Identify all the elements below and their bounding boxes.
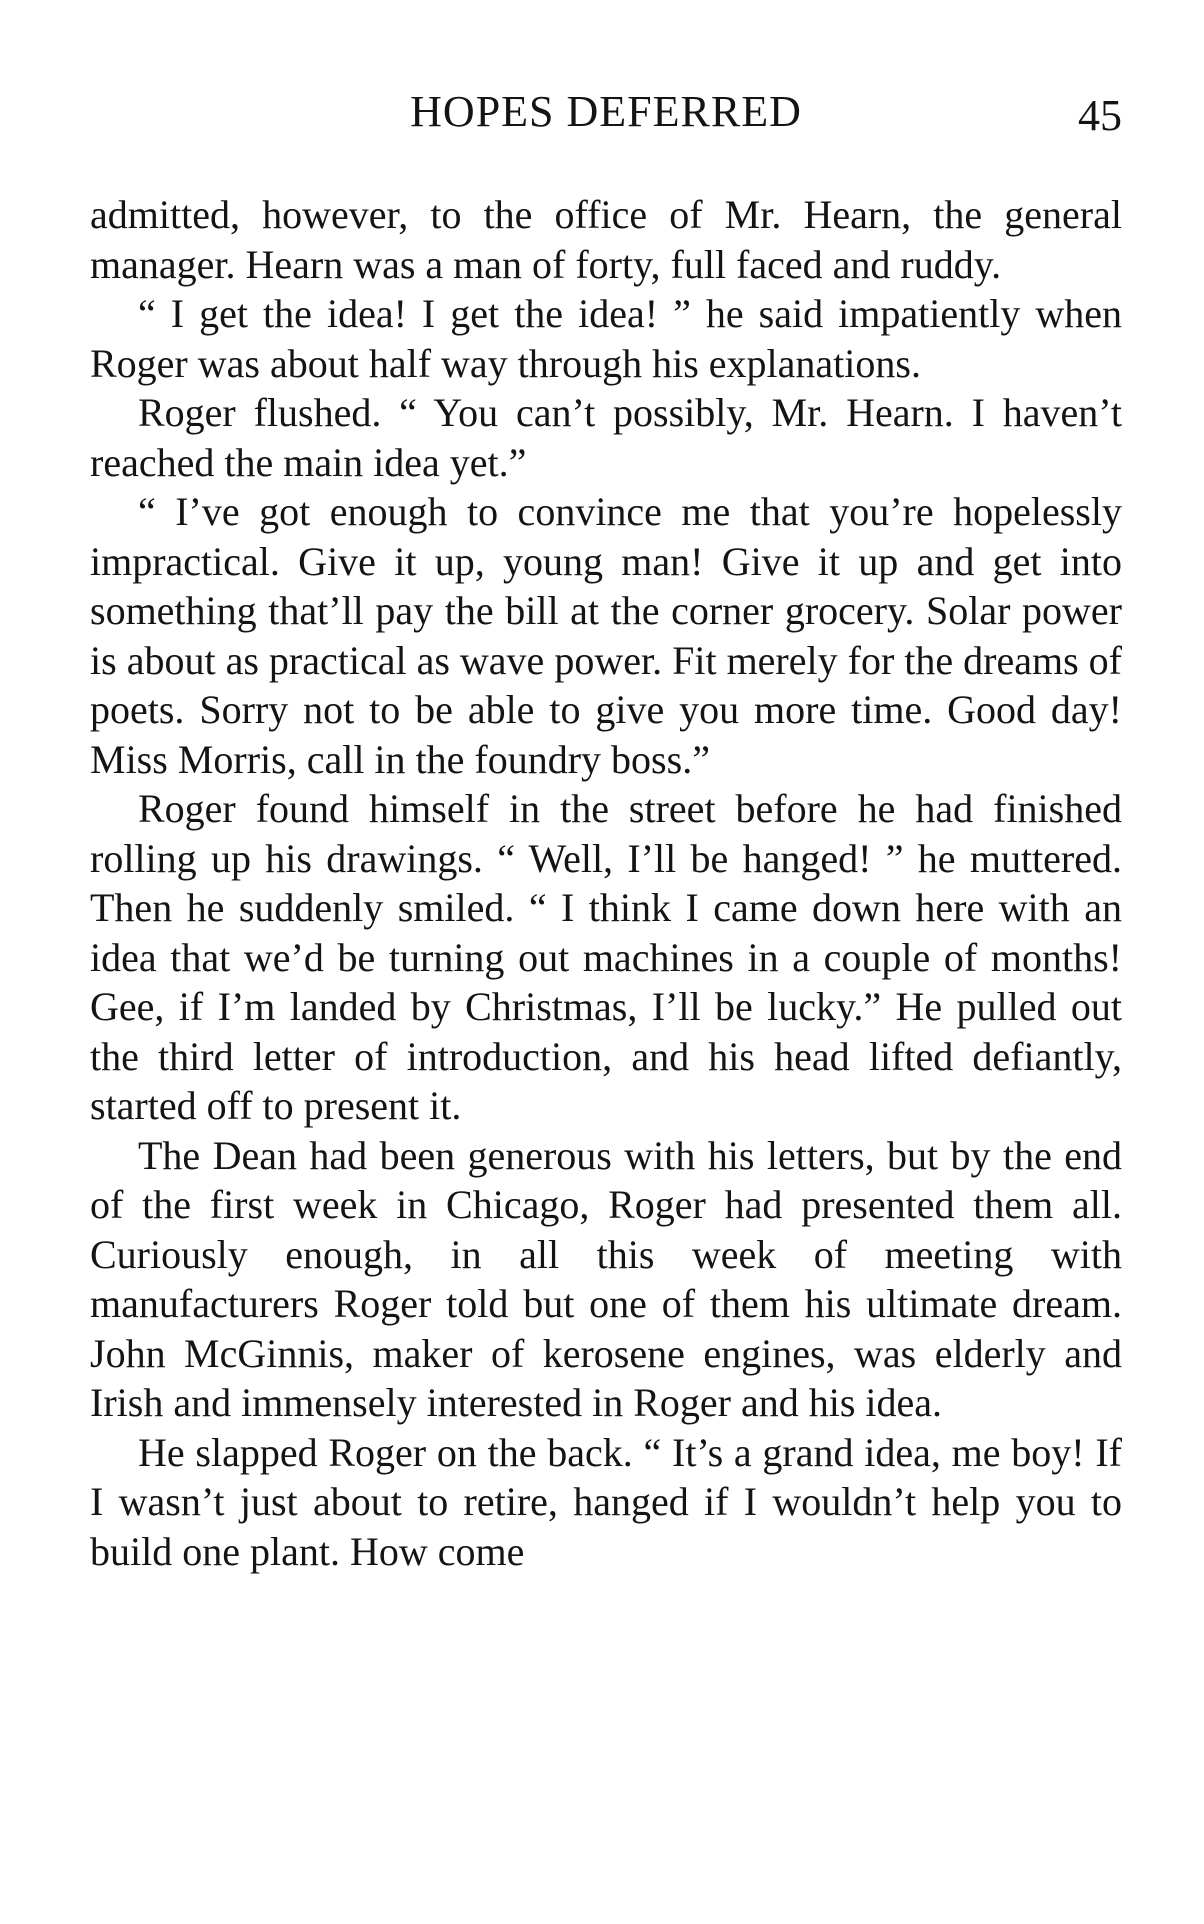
body-text <box>90 190 1122 1576</box>
running-title: HOPES DEFERRED <box>410 87 802 136</box>
paragraph: He slapped Roger on the back. “ It’s a grand idea, me boy! If I wasn’t just about to retire, hanged if I wouldn’t help you to build one plant. How come <box>90 1429 1122 1574</box>
paragraph: “ I get the idea! I get the idea! ” he said impatiently when Roger was about half way through his explanations. <box>90 291 1122 386</box>
page-number: 45 <box>1078 91 1122 140</box>
paragraph: The Dean had been generous with his letters, but by the end of the first week in Chicago, Roger had presented them all. Curiously enough, in all this week of meeting with manufacturers Roger told but one of them his ultimate dream. John McGinnis, maker of kerosene engines, was elderly and Irish and immensely interested in Roger and his idea. <box>90 1132 1122 1425</box>
paragraph: “ I’ve got enough to convince me that you’re hopelessly impractical. Give it up, young man! Give it up and get into something that’ll pay the bill at the corner grocery. Solar power is about as practical as wave power. Fit merely for the dreams of poets. Sorry not to be able to give you more time. Good day! Miss Morris, call in the foundry boss.” <box>90 489 1122 782</box>
paragraph: admitted, however, to the office of Mr. Hearn, the general manager. Hearn was a man of forty, full faced and ruddy. <box>90 192 1122 287</box>
paragraph: Roger found himself in the street before he had finished rolling up his drawings. “ Well, I’ll be hanged! ” he muttered. Then he suddenly smiled. “ I think I came down here with an idea that we’d be turning out machines in a couple of months! Gee, if I’m landed by Christmas, I’ll be lucky.” He pulled out the third letter of introduction, and his head lifted defiantly, started off to present it. <box>90 786 1122 1128</box>
paragraph: Roger flushed. “ You can’t possibly, Mr. Hearn. I haven’t reached the main idea yet.” <box>90 390 1122 485</box>
page-header <box>90 86 1122 156</box>
